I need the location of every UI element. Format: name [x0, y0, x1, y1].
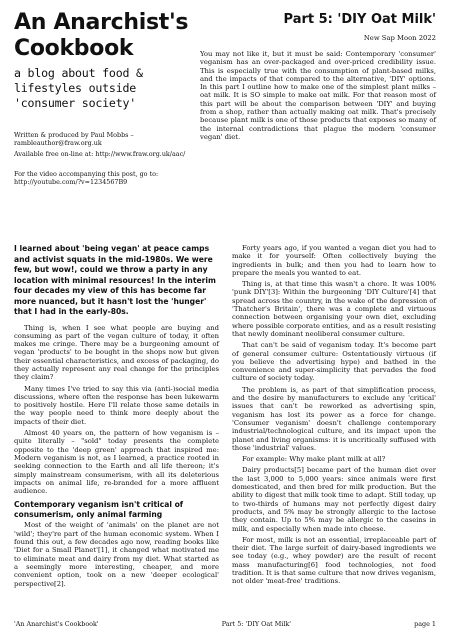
- body-paragraph: Thing is, when I see what people are buying and consuming as part of the vegan culture of today, it often makes me cringe. There may be a burgeoning amount of vegan 'products' to be bought in the shops now but given their essential characteristics, and excess of packaging, do they actually represent any real change for the principles they claim?: [14, 323, 219, 382]
- blog-title: An Anarchist's Cookbook: [14, 10, 189, 61]
- author-credits: Written & produced by Paul Mobbs – rambleauthor@fraw.org.uk: [14, 131, 134, 147]
- footer-publication: 'An Anarchist's Cookbook': [14, 620, 99, 628]
- body-paragraph: The problem is, as part of that simplification process, and the desire by manufacturers to exclude any 'critical' issues that can't be reworked as advertising spin, veganism has lost its power as a force for change. 'Consumer veganism' doesn't challenge contemporary industrial/technological culture, and its impact upon the planet and living organisms: it is uncritically suffused with those 'industrial' values.: [232, 385, 436, 452]
- body-paragraph: Many times I've tried to say this via (anti-)social media discussions, where often the response has been lukewarm to positively hostile. Here I'll relate those same details in the way people need to think more deeply about the impacts of their diet.: [14, 384, 219, 426]
- video-link-text[interactable]: For the video accompanying this post, go to: http://youtube.com/?v=1234567B9: [14, 170, 159, 186]
- issue-date: New Sap Moon 2022: [363, 34, 436, 42]
- body-paragraph: For example: Why make plant milk at all?: [242, 455, 386, 464]
- intro-paragraph: You may not like it, but it must be said: Contemporary 'consumer' veganism has an over-packaged and over-priced credibility issue. This is especially true with the consumption of plant-based milks, and the impacts of that compared to the alternative, 'DIY' options. In this part I outline how to make one of the simplest plant milks – oat milk. It is SO simple to make oat milk. For that reason most of this part will be about the comparison between 'DIY' and buying from a shop, rather than actually making oat milk. That's precisely because plant milk is one of those products that exposes so many of the internal contradictions that plague the modern 'consumer vegan' diet.: [200, 50, 436, 141]
- page-footer: [14, 620, 436, 628]
- footer-page-number: page 1: [414, 620, 436, 628]
- footer-part: Part 5: 'DIY Oat Milk': [221, 620, 292, 628]
- body-paragraph: For most, milk is not an essential, irreplaceable part of their diet. The large surfeit of dairy-based ingredients we see today (e.g., whey powder) are the result of recent mass manufacturing[6] food technologies, not food tradition. It is that same culture that now drives veganism, not older 'meat-free' traditions.: [232, 535, 436, 586]
- body-paragraph: Almost 40 years on, the pattern of how veganism is – quite literally – "sold" today presents the complete opposite to the 'deep green' approach that inspired me: Modern veganism is not, as I learned, a practice rooted in seeking connection to the Earth and all life thereon; it's simply mainstream consumerism, with all its deleterious impacts on animal life, re-branded for a more affluent audience.: [14, 429, 219, 496]
- lead-paragraph: I learned about 'being vegan' at peace camps and activist squats in the mid-1980s. We were few, but wow!, could we throw a party in any location with minimal resources! In the interim four decades my view of this has become far more nuanced, but it hasn't lost the 'hunger' that I had in the early-80s.: [14, 244, 216, 316]
- body-paragraph: Thing is, at that time this wasn't a chore. It was 100% 'punk DIY'[3]: Within the burgeoning 'DIY Culture'[4] that spread across the country, in the wake of the depression of 'Thatcher's Britain', there was a complete and virtuous connection between organising your own diet, excluding where possible corporate entities, and as a result resisting that newly dominant neoliberal consumer culture.: [232, 280, 436, 338]
- section-heading: Contemporary veganism isn't critical of consumerism, only animal farming: [14, 500, 184, 519]
- body-paragraph: Forty years ago, if you wanted a vegan diet you had to make it for yourself: Often collectively buying the ingredients in bulk; and then you had to learn how to prepare the meals you wanted to eat.: [232, 244, 436, 277]
- right-column: [232, 244, 436, 589]
- left-column: [14, 244, 219, 591]
- part-title: Part 5: 'DIY Oat Milk': [283, 12, 436, 27]
- body-paragraph: Dairy products[5] became part of the human diet over the last 3,000 to 5,000 years: since animals were first domesticated, and then bred for milk production. But the ability to digest that milk took time to adapt. Still today, up to two-thirds of humans may not perfectly digest dairy products, and 5% may be strongly allergic to the lactose they contain. Up to 5% may be allergic to the caseins in milk, and especially when made into cheese.: [232, 466, 436, 533]
- blog-subtitle: a blog about food & lifestyles outside 'consumer society': [14, 66, 143, 110]
- online-link-text[interactable]: Available free on-line at: http://www.fraw.org.uk/aac/: [14, 150, 186, 158]
- body-paragraph: Most of the weight of 'animals' on the planet are not 'wild'; they're part of the human economic system. When I found this out, a few decades ago now, reading books like 'Diet for a Small Planet'[1], it changed what motivated me to eliminate meat and dairy from my diet. What started as a seemingly more interesting, cheaper, and more convenient option, took on a new 'deeper ecological' perspective[2].: [14, 521, 219, 588]
- body-paragraph: That can't be said of veganism today. It's become part of general consumer culture: Ostentatiously virtuous (if you believe the advertising hype) and bathed in the convenience and super-simplicity that pervades the food culture of society today.: [232, 341, 436, 383]
